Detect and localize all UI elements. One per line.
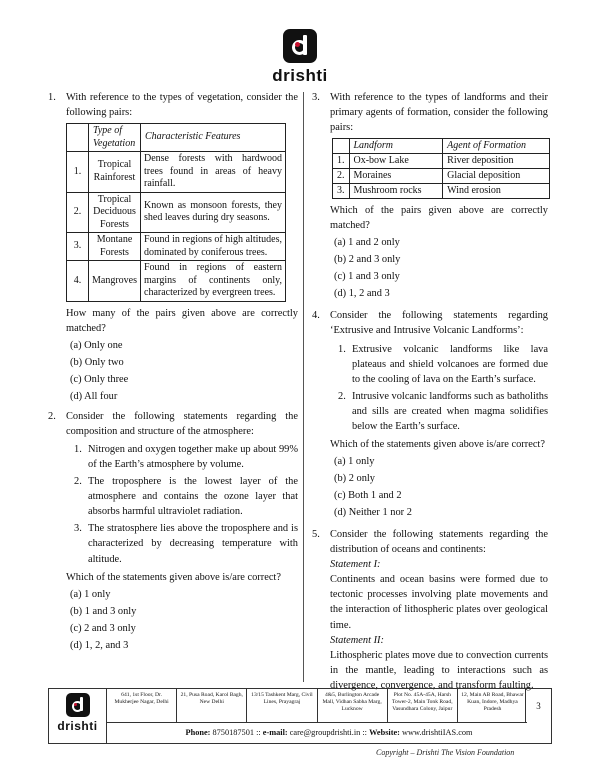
question-prompt: Which of the pairs given above are correctly matched? <box>330 205 548 232</box>
statement-text: Intrusive volcanic landforms such as batholiths and sills are created when magma solidifies below the Earth’s surface. <box>352 390 548 432</box>
option-c: (c) Both 1 and 2 <box>334 490 402 502</box>
option-b: (b) 1 and 3 only <box>70 605 137 617</box>
option-c: (c) Only three <box>70 373 129 385</box>
table-row <box>333 169 550 184</box>
address-cell: 13/15 Tashkent Marg, Civil Lines, Prayagraj <box>247 689 317 722</box>
page-footer <box>48 688 552 744</box>
question-number: 5. <box>312 529 320 541</box>
statement-list <box>74 442 298 567</box>
question-prompt: Which of the statements given above is/are correct? <box>330 439 545 451</box>
question-stem: Consider the following statements regarding ‘Extrusive and Intrusive Volcanic Landforms’: <box>330 310 548 337</box>
statement-number: 2. <box>74 476 82 488</box>
option-c: (c) 2 and 3 only <box>70 622 136 634</box>
question-stem: Consider the following statements regarding the composition and structure of the atmosphere: <box>66 410 298 437</box>
table-header: Characteristic Features <box>141 124 286 152</box>
vegetation-table <box>66 123 286 302</box>
options-list <box>330 234 548 302</box>
table-cell: Montane Forests <box>89 233 141 261</box>
statement-number: 1. <box>338 343 346 355</box>
statement-number: 2. <box>338 390 346 402</box>
table-cell: 3. <box>333 184 350 199</box>
option-a: (a) 1 only <box>334 456 375 468</box>
table-row <box>67 192 286 233</box>
statement-number: 1. <box>74 443 82 455</box>
option-c: (c) 1 and 3 only <box>334 271 400 283</box>
options-list <box>66 586 298 654</box>
address-row <box>107 689 527 723</box>
drishti-logo-icon <box>283 29 317 63</box>
table-cell: 1. <box>67 152 89 193</box>
table-cell: Ox-bow Lake <box>349 154 443 169</box>
statement-number: 3. <box>74 523 82 535</box>
header-logo <box>269 29 331 89</box>
left-column <box>48 90 298 654</box>
footer-logo <box>49 689 107 743</box>
statement-text: The troposphere is the lowest layer of the atmosphere and contains the ozone layer that absorbs harmful ultraviolet radiation. <box>88 476 298 518</box>
question-number: 2. <box>48 410 56 422</box>
statement-text: The stratosphere lies above the troposphere and is characterized by decreasing temperature with altitude. <box>88 523 298 565</box>
question-prompt: Which of the statements given above is/are correct? <box>66 571 281 583</box>
question-number: 1. <box>48 92 56 103</box>
copyright-text: Copyright – Drishti The Vision Foundation <box>376 748 515 757</box>
table-row <box>333 154 550 169</box>
table-cell: Found in regions of high altitudes, dominated by coniferous trees. <box>141 233 286 261</box>
statement-1-label: Statement I: <box>330 559 381 571</box>
email-label: e-mail: <box>262 728 288 737</box>
table-cell: Wind erosion <box>443 184 550 199</box>
table-cell: 2. <box>333 169 350 184</box>
question-1 <box>48 90 298 405</box>
table-header: Type of Vegetation <box>89 124 141 152</box>
table-row <box>67 261 286 302</box>
website-label: Website: <box>369 728 400 737</box>
statement-text: Nitrogen and oxygen together make up about 99% of the Earth’s atmosphere by volume. <box>88 443 298 471</box>
drishti-logo-icon <box>66 693 90 717</box>
question-2 <box>48 409 298 654</box>
right-column <box>312 90 548 693</box>
statement-item <box>338 342 548 387</box>
table-cell: Found in regions of eastern margins of continents only, characterized by evergreen trees. <box>141 261 286 302</box>
statement-item <box>338 389 548 434</box>
question-prompt: How many of the pairs given above are correctly matched? <box>66 307 298 334</box>
table-cell: 3. <box>67 233 89 261</box>
table-header: Agent of Formation <box>443 139 550 154</box>
table-cell: Known as monsoon forests, they shed leaves during dry seasons. <box>141 192 286 233</box>
option-a: (a) Only one <box>70 339 123 351</box>
phone-number: 8750187501 <box>212 728 254 737</box>
separator: :: <box>362 728 367 737</box>
table-cell: Tropical Deciduous Forests <box>89 192 141 233</box>
table-cell: 1. <box>333 154 350 169</box>
contact-line <box>107 723 551 743</box>
table-cell: Mushroom rocks <box>349 184 443 199</box>
footer-brand-name: drishti <box>57 719 98 733</box>
address-cell: 4&5, Burlington Arcade Mall, Vidhan Sabha Marg, Lucknow <box>318 689 388 722</box>
option-b: (b) 2 only <box>334 473 375 485</box>
landform-table <box>332 138 550 199</box>
table-row <box>67 233 286 261</box>
question-5 <box>312 527 548 693</box>
option-a: (a) 1 and 2 only <box>334 237 400 249</box>
statement-item <box>74 521 298 566</box>
statement-1-text: Continents and ocean basins were formed due to tectonic processes involving plate movements and the interaction of lithospheric plates over geological time. <box>330 574 548 631</box>
statement-text: Extrusive volcanic landforms like lava plateaus and shield volcanoes are formed due to the cooling of lava on the Earth’s surface. <box>352 343 548 385</box>
question-3 <box>312 90 548 302</box>
question-4 <box>312 308 548 521</box>
address-cell: 641, 1st Floor, Dr. Mukherjee Nagar, Delhi <box>107 689 177 722</box>
separator: :: <box>256 728 261 737</box>
question-stem: With reference to the types of landforms and their primary agents of formation, consider the following pairs: <box>330 92 548 134</box>
question-stem: Consider the following statements regarding the distribution of oceans and continents: <box>330 529 548 556</box>
option-b: (b) Only two <box>70 356 124 368</box>
option-d: (d) Neither 1 nor 2 <box>334 507 412 519</box>
address-cell: 12, Main AB Road, Bhawar Kuan, Indore, Madhya Pradesh <box>461 692 524 712</box>
question-number: 3. <box>312 92 320 103</box>
column-divider <box>303 92 304 682</box>
table-cell: Glacial deposition <box>443 169 550 184</box>
table-row <box>67 152 286 193</box>
question-stem: With reference to the types of vegetation, consider the following pairs: <box>66 92 298 119</box>
options-list <box>66 337 298 405</box>
options-list <box>330 453 548 521</box>
brand-name: drishti <box>272 66 328 85</box>
table-header: Landform <box>349 139 443 154</box>
table-header <box>333 139 350 154</box>
statement-item <box>74 474 298 519</box>
option-d: (d) 1, 2 and 3 <box>334 288 390 300</box>
phone-label: Phone: <box>185 728 211 737</box>
statement-2-text: Lithospheric plates move due to convection currents in the mantle, leading to interactions such as divergence, convergence, and transform faulting. <box>330 649 548 691</box>
option-a: (a) 1 only <box>70 588 111 600</box>
page-number: 3 <box>525 689 551 723</box>
email-link[interactable]: care@groupdrishti.in <box>289 728 361 737</box>
table-cell: Dense forests with hardwood trees found in areas of heavy rainfall. <box>141 152 286 193</box>
address-cell: 21, Pusa Road, Karol Bagh, New Delhi <box>177 689 247 722</box>
option-d: (d) 1, 2, and 3 <box>70 639 129 651</box>
table-cell: 2. <box>67 192 89 233</box>
table-cell: Mangroves <box>89 261 141 302</box>
statement-list <box>338 342 548 434</box>
table-row <box>333 184 550 199</box>
statement-2-label: Statement II: <box>330 634 384 646</box>
address-cell: Plot No. 45A-45A, Harsh Tower-2, Main Tonk Road, Vasundhara Colony, Jaipur <box>388 689 458 722</box>
statement-item <box>74 442 298 472</box>
table-cell: River deposition <box>443 154 550 169</box>
option-d: (d) All four <box>70 390 118 402</box>
question-number: 4. <box>312 310 320 322</box>
table-header <box>67 124 89 152</box>
table-cell: 4. <box>67 261 89 302</box>
table-cell: Tropical Rainforest <box>89 152 141 193</box>
option-b: (b) 2 and 3 only <box>334 254 401 266</box>
table-cell: Moraines <box>349 169 443 184</box>
website-link[interactable]: www.drishtiIAS.com <box>402 728 473 737</box>
